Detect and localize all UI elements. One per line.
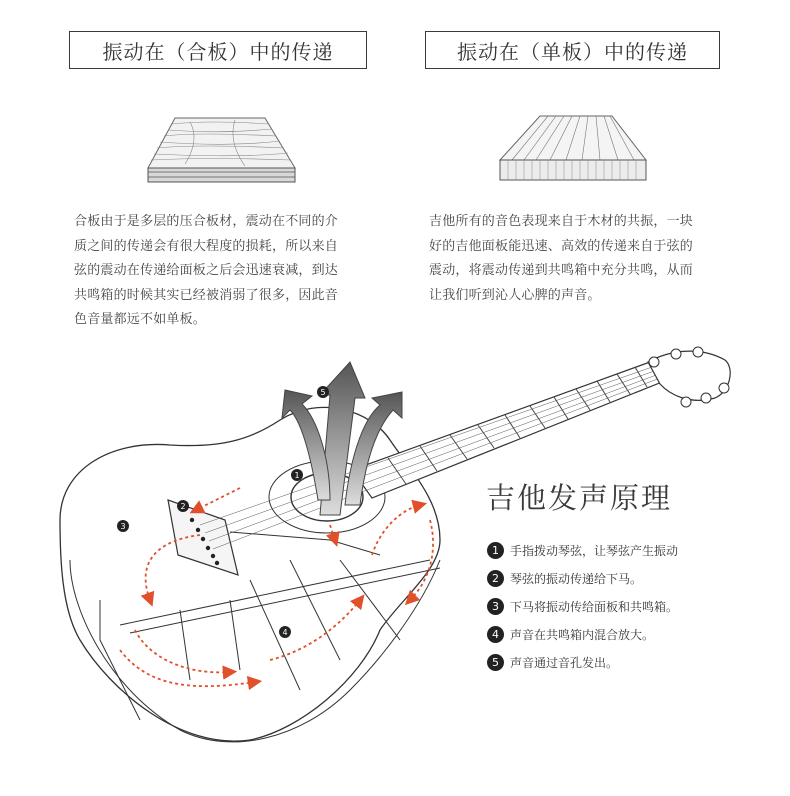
solid-wood-line: 好的吉他面板能迅速、高效的传递来自于弦的 — [429, 238, 694, 254]
svg-text:3: 3 — [120, 522, 126, 531]
solid-wood-line: 吉他所有的音色表现来自于木材的共振，一块 — [429, 214, 694, 229]
guitar-body — [60, 407, 440, 741]
step-text: 声音在共鸣箱内混合放大。 — [510, 627, 655, 642]
bridge-icon — [168, 500, 238, 575]
solid-wood-title: 振动在（单板）中的传递 — [425, 31, 720, 69]
solid-wood-line: 震动，将震动传递到共鸣箱中充分共鸣，从而 — [429, 263, 694, 278]
diagram-marker-4 — [279, 626, 291, 638]
step-number-badge: 4 — [487, 626, 504, 643]
plywood-line: 弦的震动在传递给面板之后会迅速衰减，到达 — [74, 263, 339, 278]
svg-text:1: 1 — [294, 471, 300, 480]
step-text: 下马将振动传给面板和共鸣箱。 — [510, 599, 679, 614]
step-number-badge: 3 — [487, 598, 504, 615]
diagram-marker-5 — [317, 386, 329, 398]
plywood-line: 质之间的传递会有很大程度的损耗，所以来自 — [74, 238, 339, 254]
plywood-title: 振动在（合板）中的传递 — [69, 31, 367, 69]
svg-text:5: 5 — [320, 388, 326, 397]
plywood-line: 合板由于是多层的压合板材，震动在不同的介 — [74, 214, 339, 229]
principle-step — [487, 540, 678, 560]
svg-text:4: 4 — [282, 628, 288, 637]
principle-step — [487, 596, 678, 616]
diagram-marker-3 — [117, 520, 129, 532]
plywood-line: 色音量都远不如单板。 — [74, 312, 207, 327]
principle-step — [487, 568, 642, 588]
step-text: 琴弦的振动传递给下马。 — [510, 571, 643, 586]
step-text: 声音通过音孔发出。 — [510, 655, 619, 670]
step-number-badge: 5 — [487, 654, 504, 671]
guitar-neck — [200, 347, 730, 549]
diagram-marker-1 — [291, 469, 303, 481]
vibration-path-arrows — [120, 488, 433, 686]
step-text: 手指拨动琴弦，让琴弦产生振动 — [510, 543, 679, 558]
principle-title: 吉他发声原理 — [486, 481, 673, 515]
solid-wood-block-image — [500, 116, 646, 180]
step-number-badge: 2 — [487, 570, 504, 587]
diagram-marker-2 — [177, 500, 189, 512]
plywood-block-image — [148, 118, 295, 182]
principle-step — [487, 652, 618, 672]
svg-text:2: 2 — [180, 502, 186, 511]
solid-wood-line: 让我们听到沁人心脾的声音。 — [429, 287, 601, 303]
step-number-badge: 1 — [487, 542, 504, 559]
principle-step — [487, 624, 654, 644]
plywood-line: 共鸣箱的时候其实已经被消弱了很多，因此音 — [74, 287, 339, 303]
